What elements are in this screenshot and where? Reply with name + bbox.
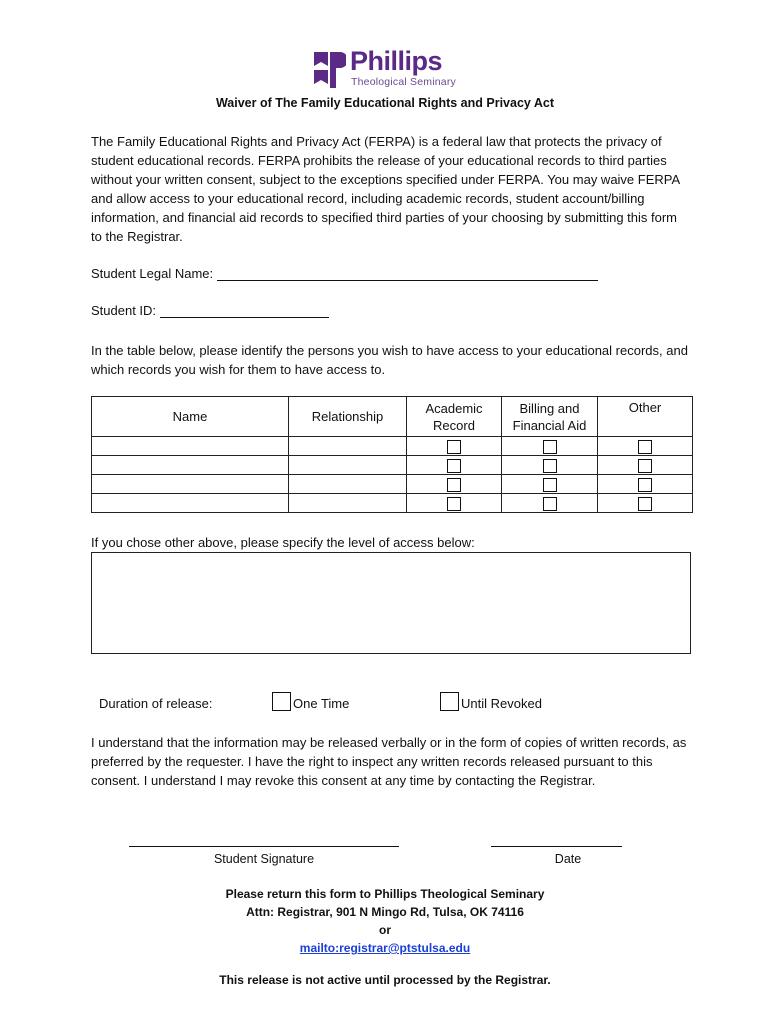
- billing-checkbox[interactable]: [543, 478, 557, 492]
- billing-checkbox[interactable]: [543, 497, 557, 511]
- page-title: Waiver of The Family Educational Rights and Privacy Act: [215, 96, 555, 110]
- registrar-email-link[interactable]: mailto:registrar@ptstulsa.edu: [299, 941, 471, 955]
- academic-record-checkbox[interactable]: [447, 478, 461, 492]
- one-time-label: One Time: [293, 696, 350, 711]
- return-line-1: Please return this form to Phillips Theological Seminary: [225, 887, 545, 901]
- header-academic-record: Academic Record: [407, 397, 502, 437]
- student-id-row: [91, 303, 329, 318]
- other-checkbox[interactable]: [638, 459, 652, 473]
- intro-paragraph: The Family Educational Rights and Privacy Act (FERPA) is a federal law that protects the privacy of student educational records. FERPA prohibits the release of your educational records to third parties without your written consent, subject to the exceptions specified under FERPA. You may waive FERPA and allow access to your educational record, including academic records, student account/billing information, and financial aid records to specified third parties of your choosing by submitting this form to the Registrar.: [91, 134, 680, 244]
- return-address: Attn: Registrar, 901 N Mingo Rd, Tulsa, OK 74116: [246, 905, 524, 919]
- billing-checkbox[interactable]: [543, 459, 557, 473]
- return-or: or: [379, 923, 391, 937]
- header-relationship: Relationship: [289, 397, 407, 437]
- table-header-row: [92, 397, 693, 437]
- other-checkbox[interactable]: [638, 440, 652, 454]
- other-access-textarea[interactable]: [91, 552, 691, 654]
- signature-label: Student Signature: [213, 852, 315, 866]
- other-checkbox[interactable]: [638, 497, 652, 511]
- until-revoked-label: Until Revoked: [461, 696, 542, 711]
- activation-note: This release is not active until processed by the Registrar.: [219, 973, 551, 987]
- name-cell[interactable]: [92, 437, 289, 456]
- table-row: [92, 437, 693, 456]
- relationship-cell[interactable]: [289, 475, 407, 494]
- relationship-cell[interactable]: [289, 494, 407, 513]
- logo-name: Phillips: [350, 46, 443, 76]
- signature-line[interactable]: [129, 846, 399, 847]
- legal-name-field[interactable]: [217, 266, 598, 281]
- date-line[interactable]: [491, 846, 622, 847]
- other-prompt: If you chose other above, please specify the level of access below:: [91, 535, 475, 550]
- relationship-cell[interactable]: [289, 437, 407, 456]
- header-billing-financial-aid: Billing and Financial Aid: [502, 397, 598, 437]
- duration-label: Duration of release:: [99, 696, 213, 711]
- header-other: Other: [598, 397, 693, 437]
- name-cell[interactable]: [92, 494, 289, 513]
- header-name: Name: [92, 397, 289, 437]
- one-time-checkbox[interactable]: [272, 692, 291, 711]
- table-row: [92, 494, 693, 513]
- return-instructions: [0, 885, 770, 957]
- logo-subtitle: Theological Seminary: [351, 76, 456, 88]
- academic-record-checkbox[interactable]: [447, 459, 461, 473]
- phillips-logo-icon: [314, 52, 346, 88]
- relationship-cell[interactable]: [289, 456, 407, 475]
- table-row: [92, 456, 693, 475]
- billing-checkbox[interactable]: [543, 440, 557, 454]
- legal-name-row: [91, 266, 598, 281]
- table-intro: In the table below, please identify the persons you wish to have access to your educational records, and which records you wish for them to have access to.: [91, 343, 688, 377]
- academic-record-checkbox[interactable]: [447, 440, 461, 454]
- student-id-field[interactable]: [160, 303, 329, 318]
- legal-name-label: Student Legal Name:: [91, 266, 214, 281]
- consent-paragraph: I understand that the information may be released verbally or in the form of copies of written records, as preferred by the requester. I have the right to inspect any written records released pursuant to this consent. I understand I may revoke this consent at any time by contacting the Registrar.: [91, 735, 687, 788]
- student-id-label: Student ID:: [91, 303, 157, 318]
- seminary-logo: [314, 46, 474, 92]
- table-row: [92, 475, 693, 494]
- until-revoked-checkbox[interactable]: [440, 692, 459, 711]
- other-checkbox[interactable]: [638, 478, 652, 492]
- date-label: Date: [554, 852, 582, 866]
- access-table: [91, 396, 693, 513]
- name-cell[interactable]: [92, 456, 289, 475]
- academic-record-checkbox[interactable]: [447, 497, 461, 511]
- name-cell[interactable]: [92, 475, 289, 494]
